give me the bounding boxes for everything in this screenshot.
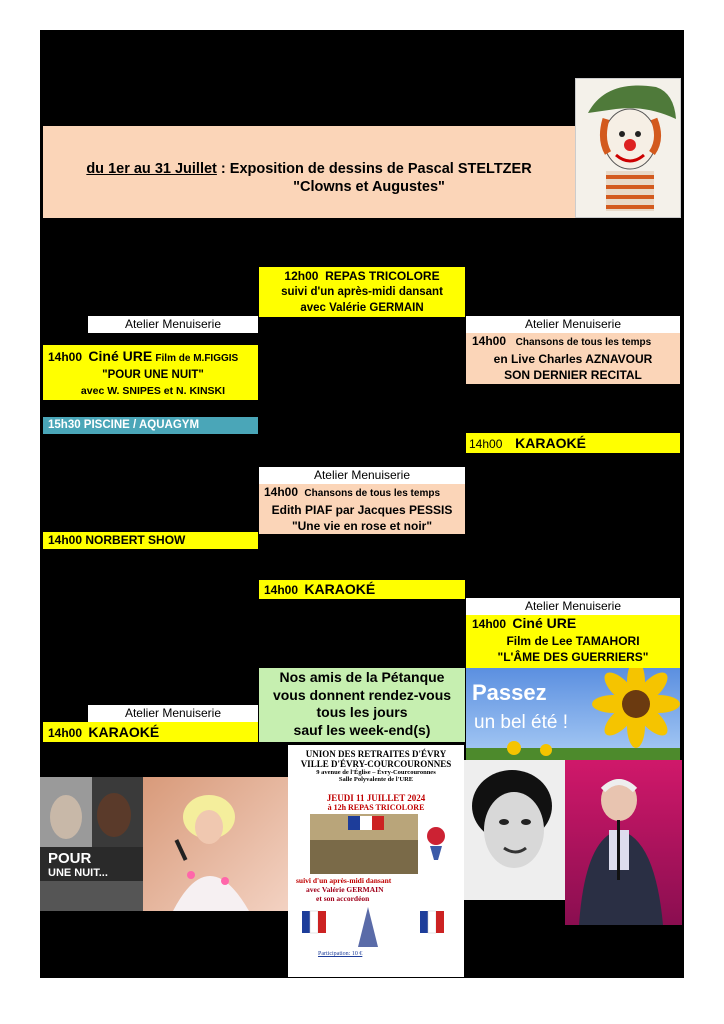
- karaoke3-time: 14h00: [469, 437, 503, 451]
- karaoke2-title: KARAOKÉ: [304, 581, 376, 597]
- charles-aznavour-photo: [565, 760, 682, 925]
- petanque-line4: sauf les week-end(s): [293, 721, 431, 738]
- petanque-line2: vous donnent rendez-vous: [272, 686, 452, 703]
- summer-sunflower-image: [466, 668, 680, 760]
- poster-dance3: et son accordéon: [316, 894, 370, 903]
- repas-time: 12h00: [284, 269, 319, 283]
- poster-line3: 9 avenue de l'Église – Évry-Courcouronnes: [316, 769, 436, 776]
- piaf-line2: Edith PIAF par Jacques PESSIS: [271, 503, 453, 517]
- atelier-label-2: Atelier Menuiserie: [466, 316, 680, 333]
- atelier-label-1: Atelier Menuiserie: [88, 316, 258, 333]
- event-cine-ame-des-guerriers: [466, 615, 680, 668]
- petanque-line1: Nos amis de la Pétanque: [279, 669, 445, 685]
- summer-line1: Passez: [472, 680, 547, 705]
- movie-title-line1: POUR: [48, 850, 92, 867]
- event-norbert-show: 14h00 NORBERT SHOW: [43, 532, 258, 549]
- event-cine-pour-une-nuit: [43, 345, 258, 400]
- azna-title: Chansons de tous les temps: [515, 337, 652, 348]
- cine1-film: Film de M.FIGGIS: [155, 353, 239, 364]
- cine2-time: 14h00: [472, 617, 507, 631]
- atelier-label-5: Atelier Menuiserie: [88, 705, 258, 722]
- movie-poster-pour-une-nuit: [40, 777, 143, 911]
- banner-text: : Exposition de dessins de Pascal STELTZER: [216, 161, 532, 177]
- karaoke2-time: 14h00: [264, 583, 299, 597]
- banner-dates: du 1er au 31 Juillet: [86, 161, 217, 177]
- poster-line1: UNION DES RETRAITES D'ÉVRY: [305, 749, 447, 759]
- banner-title: "Clowns et Augustes": [293, 179, 445, 195]
- event-piscine: 15h30 PISCINE / AQUAGYM: [43, 417, 258, 434]
- piaf-time: 14h00: [264, 485, 299, 499]
- repas-line3: avec Valérie GERMAIN: [300, 302, 424, 314]
- edith-piaf-photo: [464, 760, 565, 900]
- poster-line4: Salle Polyvalente de l'URE: [338, 776, 414, 783]
- summer-line2: un bel été !: [474, 712, 569, 733]
- cine1-title: Ciné URE: [88, 348, 153, 364]
- repas-line2: suivi d'un après-midi dansant: [281, 286, 443, 298]
- karaoke1-title: KARAOKÉ: [88, 724, 160, 740]
- petanque-line3: tous les jours: [316, 704, 408, 720]
- piaf-line3: "Une vie en rose et noir": [291, 519, 433, 533]
- cine1-line2: "POUR UNE NUIT": [102, 369, 204, 381]
- singer-photo: [143, 777, 288, 911]
- clown-drawing: [575, 78, 681, 218]
- event-repas-tricolore: [259, 267, 465, 317]
- event-karaoke-col3: [466, 433, 680, 453]
- karaoke3-title: KARAOKÉ: [515, 435, 586, 451]
- cine2-title: Ciné URE: [512, 615, 577, 631]
- poster-price: Participation: 10 €: [318, 951, 363, 957]
- poster-line2: VILLE D'ÉVRY-COURCOURONNES: [300, 759, 452, 769]
- flags-decoration: [288, 903, 464, 949]
- event-karaoke-col1: [43, 722, 258, 742]
- azna-line2: en Live Charles AZNAVOUR: [493, 352, 653, 366]
- liberty-painting: [288, 812, 464, 876]
- exhibition-banner: [43, 126, 575, 218]
- azna-line3: SON DERNIER RECITAL: [504, 368, 642, 382]
- atelier-label-3: Atelier Menuiserie: [259, 467, 465, 484]
- event-karaoke-col2: [259, 580, 465, 599]
- repas-title: REPAS TRICOLORE: [325, 269, 440, 283]
- event-piaf: [259, 484, 465, 534]
- cine2-line2: Film de Lee TAMAHORI: [506, 634, 640, 648]
- cine2-line3: "L'ÂME DES GUERRIERS": [497, 650, 649, 664]
- poster-dance1: suivi d'un après-midi dansant: [296, 876, 392, 885]
- cine1-time: 14h00: [48, 350, 83, 364]
- poster-date: JEUDI 11 JUILLET 2024: [326, 793, 426, 803]
- petanque-notice: [259, 668, 465, 742]
- event-aznavour: [466, 333, 680, 384]
- karaoke1-time: 14h00: [48, 726, 83, 740]
- poster-dance2: avec Valérie GERMAIN: [306, 885, 384, 894]
- cine1-line3: avec W. SNIPES et N. KINSKI: [80, 385, 226, 397]
- azna-time: 14h00: [472, 334, 507, 348]
- repas-tricolore-poster: [288, 745, 464, 977]
- movie-title-line2: UNE NUIT...: [48, 867, 108, 879]
- atelier-label-4: Atelier Menuiserie: [466, 598, 680, 615]
- poster-meal: à 12h REPAS TRICOLORE: [327, 803, 425, 812]
- piaf-title: Chansons de tous les temps: [304, 488, 441, 499]
